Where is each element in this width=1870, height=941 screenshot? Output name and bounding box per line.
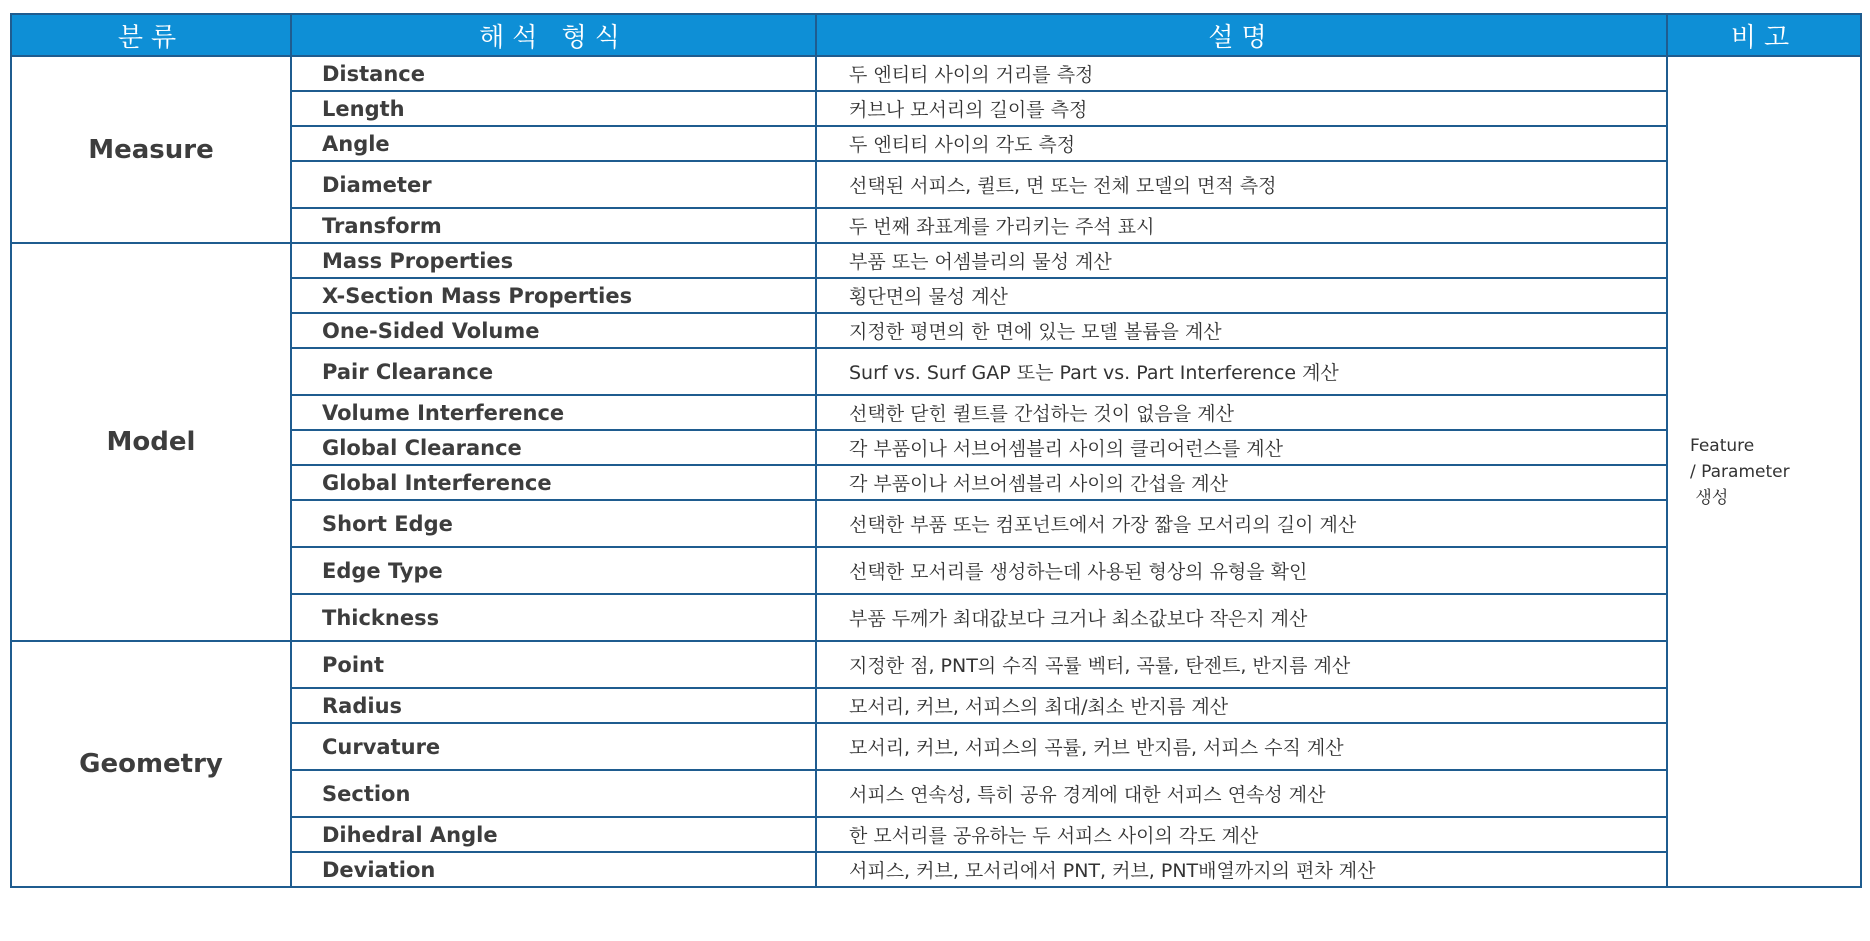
analysis-type-cell: Mass Properties	[291, 243, 816, 278]
description-cell: 모서리, 커브, 서피스의 곡률, 커브 반지름, 서피스 수직 계산	[816, 723, 1667, 770]
description-cell: 각 부품이나 서브어셈블리 사이의 간섭을 계산	[816, 465, 1667, 500]
description-cell: 선택한 부품 또는 컴포넌트에서 가장 짧을 모서리의 길이 계산	[816, 500, 1667, 547]
note-cell	[1667, 56, 1861, 887]
table-row	[11, 641, 1861, 688]
category-cell: Measure	[11, 56, 291, 243]
analysis-type-cell: Thickness	[291, 594, 816, 641]
note-line: Feature	[1690, 435, 1755, 456]
header-row	[11, 14, 1861, 56]
analysis-type-cell: Diameter	[291, 161, 816, 208]
description-cell: 선택한 모서리를 생성하는데 사용된 형상의 유형을 확인	[816, 547, 1667, 594]
description-cell: 모서리, 커브, 서피스의 최대/최소 반지름 계산	[816, 688, 1667, 723]
description-cell: 횡단면의 물성 계산	[816, 278, 1667, 313]
analysis-type-cell: Angle	[291, 126, 816, 161]
analysis-type-cell: Deviation	[291, 852, 816, 887]
analysis-type-cell: X-Section Mass Properties	[291, 278, 816, 313]
analysis-type-cell: Global Interference	[291, 465, 816, 500]
note-line: 생성	[1690, 487, 1729, 508]
header-description: 설명	[816, 14, 1667, 56]
description-cell: 선택된 서피스, 퀼트, 면 또는 전체 모델의 면적 측정	[816, 161, 1667, 208]
analysis-table	[10, 13, 1862, 888]
description-cell: 두 엔티티 사이의 각도 측정	[816, 126, 1667, 161]
analysis-type-cell: Transform	[291, 208, 816, 243]
description-cell: 선택한 닫힌 퀼트를 간섭하는 것이 없음을 계산	[816, 395, 1667, 430]
analysis-type-cell: Edge Type	[291, 547, 816, 594]
analysis-type-cell: Distance	[291, 56, 816, 91]
description-cell: 서피스 연속성, 특히 공유 경계에 대한 서피스 연속성 계산	[816, 770, 1667, 817]
analysis-type-cell: Dihedral Angle	[291, 817, 816, 852]
description-cell: 두 번째 좌표계를 가리키는 주석 표시	[816, 208, 1667, 243]
category-cell: Geometry	[11, 641, 291, 887]
note-line: / Parameter	[1690, 461, 1790, 482]
header-note: 비고	[1667, 14, 1861, 56]
table-row	[11, 243, 1861, 278]
analysis-type-cell: Radius	[291, 688, 816, 723]
analysis-type-cell: Volume Interference	[291, 395, 816, 430]
description-cell: 커브나 모서리의 길이를 측정	[816, 91, 1667, 126]
description-cell: 부품 두께가 최대값보다 크거나 최소값보다 작은지 계산	[816, 594, 1667, 641]
category-cell: Model	[11, 243, 291, 641]
header-category: 분류	[11, 14, 291, 56]
analysis-type-cell: Global Clearance	[291, 430, 816, 465]
analysis-type-cell: Pair Clearance	[291, 348, 816, 395]
table-body	[11, 56, 1861, 887]
description-cell: 서피스, 커브, 모서리에서 PNT, 커브, PNT배열까지의 편차 계산	[816, 852, 1667, 887]
table-row	[11, 56, 1861, 91]
description-cell: 각 부품이나 서브어셈블리 사이의 클리어런스를 계산	[816, 430, 1667, 465]
description-cell: 지정한 평면의 한 면에 있는 모델 볼륨을 계산	[816, 313, 1667, 348]
analysis-type-cell: One-Sided Volume	[291, 313, 816, 348]
description-cell: 지정한 점, PNT의 수직 곡률 벡터, 곡률, 탄젠트, 반지름 계산	[816, 641, 1667, 688]
analysis-type-cell: Point	[291, 641, 816, 688]
description-cell: 한 모서리를 공유하는 두 서피스 사이의 각도 계산	[816, 817, 1667, 852]
analysis-type-cell: Curvature	[291, 723, 816, 770]
header-analysis-type: 해석 형식	[291, 14, 816, 56]
analysis-type-cell: Length	[291, 91, 816, 126]
description-cell: 부품 또는 어셈블리의 물성 계산	[816, 243, 1667, 278]
description-cell: 두 엔티티 사이의 거리를 측정	[816, 56, 1667, 91]
analysis-type-cell: Short Edge	[291, 500, 816, 547]
analysis-type-cell: Section	[291, 770, 816, 817]
description-cell: Surf vs. Surf GAP 또는 Part vs. Part Interference 계산	[816, 348, 1667, 395]
